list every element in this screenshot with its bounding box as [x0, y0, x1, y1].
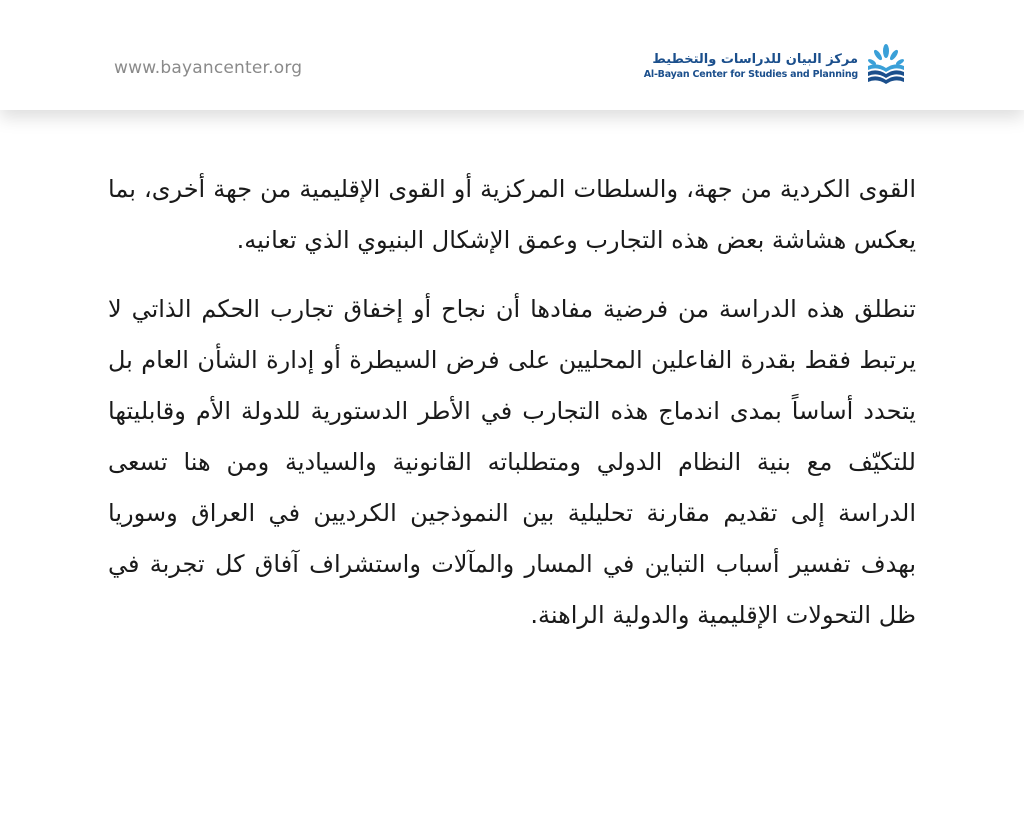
paragraph-2: تنطلق هذه الدراسة من فرضية مفادها أن نجاح أو إخفاق تجارب الحكم الذاتي لا يرتبط فقط بقدرة الفاعلين المحليين على فرض السيطرة أو إدارة الشأن العام بل يتحدد أساساً بمدى اندماج هذه التجارب في الأطر الدستورية للدولة الأم وقابليتها للتكيّف مع بنية النظام الدولي ومتطلباته القانونية والسيادية ومن هنا تسعى الدراسة إلى تقديم مقارنة تحليلية بين النموذجين الكرديين في العراق وسوريا بهدف تفسير أسباب التباين في المسار والمآلات واستشراف آفاق كل تجربة في ظل التحولات الإقليمية والدولية الراهنة.	[108, 295, 916, 629]
brand-name-arabic: مركز البيان للدراسات والتخطيط	[652, 52, 858, 67]
brand-text	[644, 51, 858, 81]
brand-name-english: Al-Bayan Center for Studies and Planning	[643, 69, 858, 80]
book-with-leaves-icon	[866, 42, 906, 90]
paragraph-1: القوى الكردية من جهة، والسلطات المركزية أو القوى الإقليمية من جهة أخرى، بما يعكس هشاشة بعض هذه التجارب وعمق الإشكال البنيوي الذي تعانيه.	[108, 175, 916, 254]
site-url[interactable]: www.bayancenter.org	[114, 58, 303, 78]
article-body	[108, 164, 916, 641]
page-header	[0, 0, 1024, 110]
brand-logo[interactable]	[644, 42, 906, 90]
